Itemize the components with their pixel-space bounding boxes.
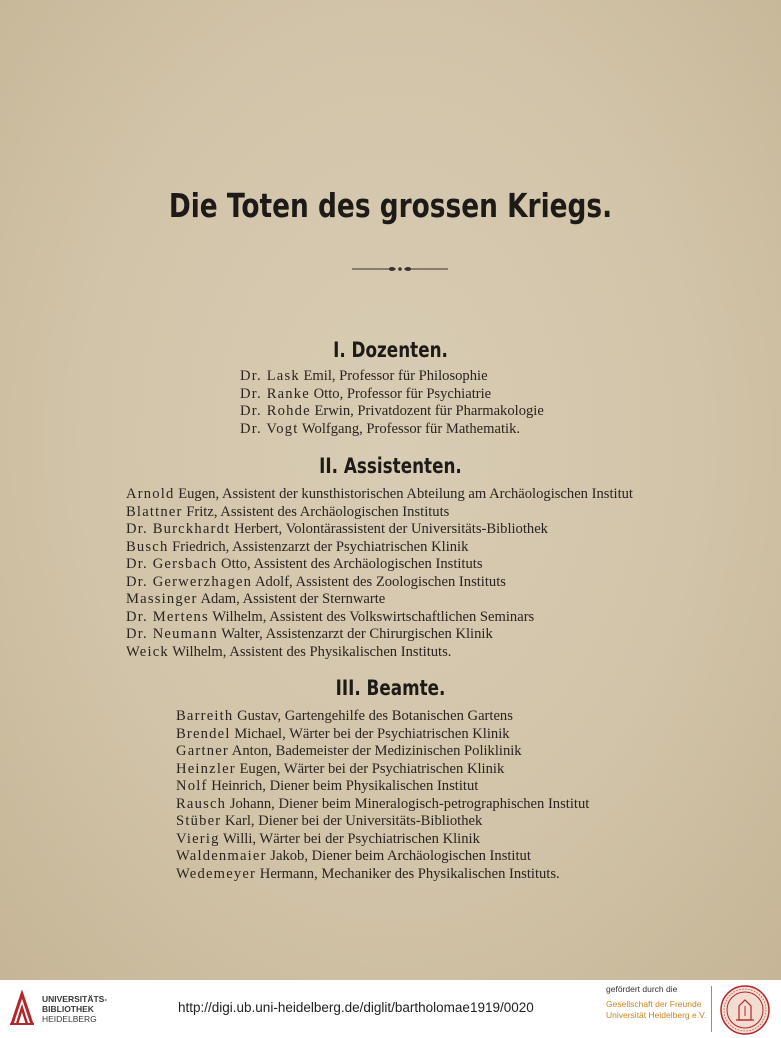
entry-name: Dr. Neumann: [126, 626, 218, 642]
list-item: [176, 813, 589, 831]
entry-name: Dr. Rohde: [240, 403, 311, 419]
list-item: [176, 778, 589, 796]
list-item: [126, 504, 633, 522]
entry-details: Wilhelm, Assistent des Physikalischen Instituts.: [168, 643, 452, 660]
entry-name: Massinger: [126, 591, 198, 607]
list-item: [176, 743, 589, 761]
list-item: [126, 539, 633, 557]
list-item: [240, 403, 544, 421]
dozenten-list: [240, 368, 544, 438]
entry-details: Otto, Assistent des Archäologischen Instituts: [217, 556, 483, 572]
entry-details: Willi, Wärter bei der Psychiatrischen Klinik: [219, 830, 480, 847]
entry-details: Wilhelm, Assistent des Volkswirtschaftlichen Seminars: [208, 608, 535, 625]
entry-details: Adam, Assistent der Sternwarte: [197, 591, 386, 607]
list-item: [176, 848, 589, 866]
section-heading-beamte: III. Beamte.: [335, 676, 446, 700]
list-item: [126, 556, 633, 574]
entry-name: Stüber: [176, 813, 222, 829]
entry-details: Anton, Bademeister der Medizinischen Poliklinik: [228, 743, 522, 759]
ub-heidelberg-logo-icon[interactable]: [8, 990, 36, 1026]
entry-name: Barreith: [176, 708, 234, 724]
list-item: [240, 386, 544, 404]
list-item: [176, 726, 589, 744]
list-item: [176, 708, 589, 726]
entry-name: Blattner: [126, 503, 183, 520]
entry-details: Walter, Assistenzarzt der Chirurgischen Klinik: [217, 626, 493, 642]
section-heading-assistenten: II. Assistenten.: [319, 454, 462, 478]
permalink-url[interactable]: http://digi.ub.uni-heidelberg.de/diglit/bartholomae1919/0020: [178, 1000, 534, 1015]
entry-details: Erwin, Privatdozent für Pharmakologie: [310, 403, 544, 419]
entry-name: Dr. Burckhardt: [126, 521, 231, 537]
list-item: [176, 831, 589, 849]
entry-details: Jakob, Diener beim Archäologischen Institut: [266, 848, 531, 864]
list-item: [126, 486, 633, 504]
list-item: [240, 421, 544, 439]
entry-name: Dr. Gerwerzhagen: [126, 573, 253, 590]
sponsor-link[interactable]: [606, 999, 706, 1021]
entry-details: Michael, Wärter bei der Psychiatrischen Klinik: [230, 725, 510, 742]
entry-name: Nolf: [176, 778, 208, 794]
entry-details: Eugen, Wärter bei der Psychiatrischen Klinik: [235, 760, 505, 777]
title-divider-ornament: [352, 264, 448, 274]
entry-name: Heinzler: [176, 760, 236, 777]
entry-details: Friedrich, Assistenzarzt der Psychiatrischen Klinik: [168, 538, 469, 555]
list-item: [126, 644, 633, 662]
entry-details: Fritz, Assistent des Archäologischen Instituts: [182, 503, 450, 520]
entry-name: Brendel: [176, 725, 231, 742]
library-name-line: UNIVERSITÄTS-: [42, 994, 108, 1004]
entry-details: Heinrich, Diener beim Physikalischen Institut: [207, 778, 479, 794]
entry-name: Dr. Ranke: [240, 385, 310, 402]
sponsor-divider: [711, 986, 712, 1032]
entry-details: Johann, Diener beim Mineralogisch-petrographischen Institut: [226, 795, 590, 812]
entry-details: Wolfgang, Professor für Mathematik.: [298, 420, 521, 437]
entry-name: Weick: [126, 643, 169, 660]
entry-details: Adolf, Assistent des Zoologischen Instituts: [252, 573, 506, 590]
list-item: [176, 761, 589, 779]
entry-name: Dr. Mertens: [126, 608, 209, 625]
library-name-line: HEIDELBERG: [42, 1014, 97, 1024]
entry-details: Eugen, Assistent der kunsthistorischen Abteilung am Archäologischen Institut: [174, 486, 633, 502]
entry-details: Hermann, Mechaniker des Physikalischen Instituts.: [256, 865, 560, 882]
library-name-line: BIBLIOTHEK: [42, 1004, 94, 1014]
list-item: [126, 521, 633, 539]
entry-name: Dr. Vogt: [240, 420, 299, 437]
sponsor-name-line: Universität Heidelberg e.V.: [606, 1010, 707, 1020]
entry-name: Busch: [126, 538, 169, 555]
list-item: [240, 368, 544, 386]
entry-details: Gustav, Gartengehilfe des Botanischen Gartens: [233, 708, 513, 724]
assistenten-list: [126, 486, 633, 661]
library-name[interactable]: [42, 994, 107, 1024]
entry-details: Herbert, Volontärassistent der Universitäts-Bibliothek: [230, 521, 548, 537]
entry-name: Arnold: [126, 486, 175, 502]
list-item: [126, 609, 633, 627]
entry-name: Rausch: [176, 795, 227, 812]
entry-name: Waldenmaier: [176, 848, 267, 864]
university-seal-icon[interactable]: [719, 984, 771, 1036]
entry-name: Dr. Lask: [240, 368, 300, 384]
entry-name: Vierig: [176, 830, 220, 847]
entry-name: Gartner: [176, 743, 229, 759]
entry-name: Wedemeyer: [176, 865, 257, 882]
section-heading-dozenten: I. Dozenten.: [333, 338, 448, 362]
list-item: [126, 574, 633, 592]
beamte-list: [176, 708, 589, 883]
list-item: [126, 626, 633, 644]
entry-details: Emil, Professor für Philosophie: [299, 368, 488, 384]
entry-name: Dr. Gersbach: [126, 556, 218, 572]
list-item: [176, 796, 589, 814]
sponsor-label: gefördert durch die: [606, 984, 678, 994]
sponsor-name-line: Gesellschaft der Freunde: [606, 999, 702, 1009]
entry-details: Karl, Diener bei der Universitäts-Bibliothek: [221, 813, 483, 829]
page-title: Die Toten des grossen Kriegs.: [168, 186, 613, 225]
entry-details: Otto, Professor für Psychiatrie: [309, 385, 492, 402]
list-item: [126, 591, 633, 609]
viewer-footer: [0, 980, 781, 1038]
list-item: [176, 866, 589, 884]
